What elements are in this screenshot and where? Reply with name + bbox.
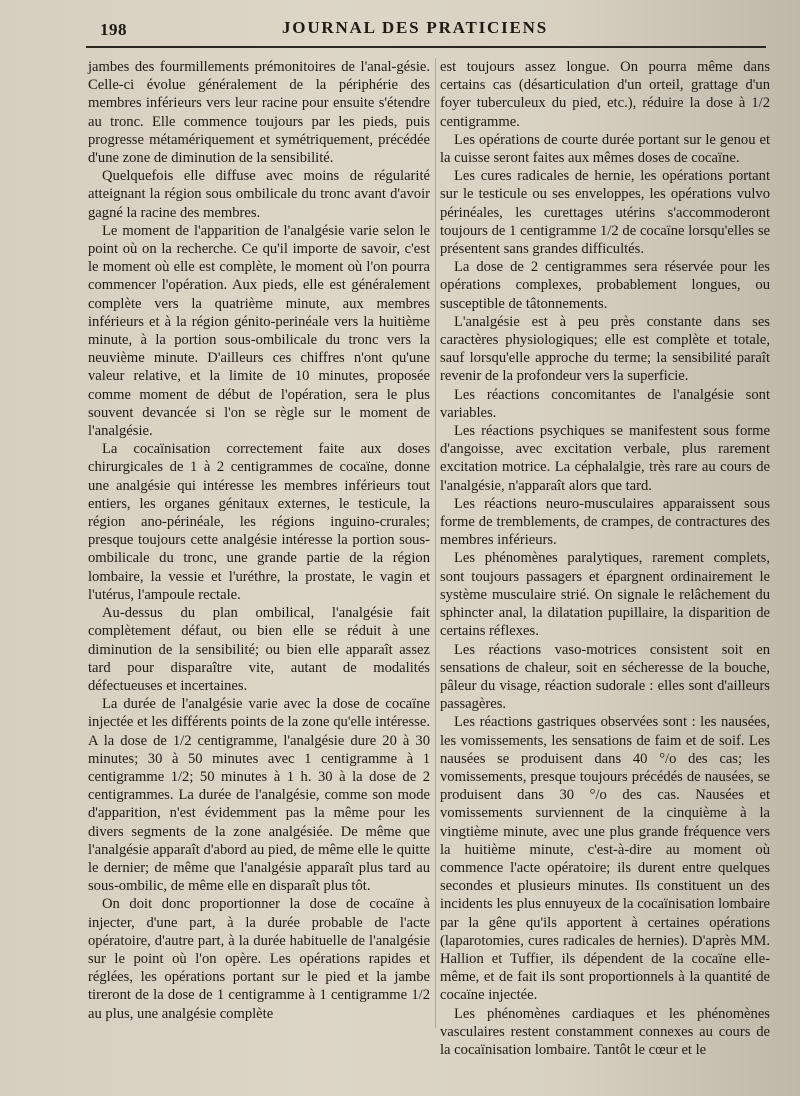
column-divider <box>435 58 436 1028</box>
paragraph: jambes des fourmillements prémonitoires de l'anal-gésie. Celle-ci évolue généralement de la périphérie des membres inférieurs vers leur racine pour ensuite s'étendre au tronc. Elle commence toujours par les pieds, puis progresse métamériquement et symétriquement, précédée d'une zone de diminution de la sensibilité. <box>88 59 430 167</box>
paragraph: Les réactions psychiques se manifestent sous forme d'angoisse, avec excitation verbale, plus rarement excitation motrice. La céphalalgie, très rare au cours de l'analgésie, n'apparaît alors que tard. <box>440 423 770 494</box>
paragraph: Les opérations de courte durée portant sur le genou et la cuisse seront faites aux mêmes doses de cocaïne. <box>440 131 770 167</box>
paragraph: Le moment de l'apparition de l'analgésie varie selon le point où on la recherche. Ce qu'il importe de savoir, c'est le moment où elle est complète, le moment où l'on pourra commencer l'opération. Aux pieds, elle est généralement complète vers la quatrième minute, aux membres inférieurs et à la région génito-perinéale vers la huitième minute, à la portion sous-ombilicale du tronc vers la neuvième minute. D'ailleurs ces chiffres n'ont qu'une valeur relative, et la limite de 10 minutes, proposée comme moment de début de l'opération, sera le plus souvent devancée si l'on se règle sur le moment de l'analgésie. <box>88 222 430 440</box>
paragraph: Les réactions vaso-motrices consistent soit en sensations de chaleur, soit en sécheresse de la bouche, pâleur du visage, réaction sudorale : elles sont d'ailleurs passagères. <box>440 641 770 713</box>
paragraph: Les cures radicales de hernie, les opérations portant sur le testicule ou ses enveloppes, les opérations vulvo périnéales, les curettages utérins s'accommoderont toujours de 1 centigramme 1/2 de cocaïne lorsqu'elles se présentent sans grandes difficultés. <box>440 168 770 258</box>
paragraph: L'analgésie est à peu près constante dans ses caractères physiologiques; elle est complète et totale, sauf lorsqu'elle approche du terme; la sensibilité paraît revenir de la profondeur vers la superficie. <box>440 313 770 385</box>
left-column <box>88 58 430 1023</box>
paragraph: Quelquefois elle diffuse avec moins de régularité atteignant la région sous ombilicale du tronc avant d'avoir gagné la racine des membres. <box>88 168 430 221</box>
paragraph: est toujours assez longue. On pourra même dans certains cas (désarticulation d'un orteil, grattage d'un foyer tuberculeux du pied, etc.), réduire la dose à 1/2 centigramme. <box>440 59 770 130</box>
paragraph: La durée de l'analgésie varie avec la dose de cocaïne injectée et les différents points de la zone qu'elle intéresse. A la dose de 1/2 centigramme, l'analgésie dure 20 à 30 minutes; 30 à 50 minutes avec 1 centigramme à 1 centigramme 1/2; 50 minutes à 1 h. 30 à la dose de 2 centigrammes. La durée de l'analgésie, comme son mode d'apparition, n'est évidemment pas la même pour les divers segments de la zone analgésiée. De même que l'analgésie apparaît d'abord au pied, de même elle le quitte le dernier; de même que l'analgésie apparaît plus tard au sous-ombilic, de même elle en disparaît plus tôt. <box>88 696 430 895</box>
paragraph: La cocaïnisation correctement faite aux doses chirurgicales de 1 à 2 centigrammes de cocaïne, donne une analgésie qui intéresse les membres inférieurs tout entiers, les organes génitaux externes, le testicule, la région ano-périnéale, les régions inguino-crurales; presque toujours cette analgésie intéresse la portion sous-ombilicale du tronc, une grande partie de la région lombaire, la vessie et l'uréthre, la prostate, le vagin et l'utérus, l'ampoule rectale. <box>88 441 430 603</box>
paragraph: Les réactions concomitantes de l'analgésie sont variables. <box>440 386 770 421</box>
paragraph: On doit donc proportionner la dose de cocaïne à injecter, d'une part, à la durée probable de l'acte opératoire, d'autre part, à la durée habituelle de l'analgésie sur le point où l'on opère. Les opérations rapides et réglées, les opérations portant sur le pied et la jambe tireront de la dose de 1 centigramme à 1 centigramme 1/2 au plus, une analgésie complète <box>88 896 430 1022</box>
header-rule <box>86 46 766 48</box>
paragraph: Les phénomènes paralytiques, rarement complets, sont toujours passagers et épargnent ordinairement le système musculaire strié. On signale le relâchement du sphincter anal, la dilatation pupillaire, la disparition de certains réflexes. <box>440 550 770 640</box>
paragraph: La dose de 2 centigrammes sera réservée pour les opérations complexes, probablement longues, ou susceptible de tâtonnements. <box>440 259 770 312</box>
running-title: JOURNAL DES PRATICIENS <box>282 18 548 37</box>
right-column <box>440 58 770 1059</box>
paragraph: Les phénomènes cardiaques et les phénomènes vasculaires restent constamment connexes au cours de la cocaïnisation lombaire. Tantôt le cœur et le <box>440 1005 770 1058</box>
paragraph: Les réactions neuro-musculaires apparaissent sous forme de tremblements, de crampes, de contractures des membres inférieurs. <box>440 495 770 549</box>
paragraph: Les réactions gastriques observées sont : les nausées, les vomissements, les sensations de faim et de soif. Les nausées se produisent dans 40 °/o des cas; les vomissements, presque toujours précédés de nausées, se produisent dans 30 °/o des cas. Nausées et vomissements surviennent de la cinquième à la vingtième minute, avec une plus grande fréquence vers la huitième minute, c'est-à-dire au moment où commence l'acte opératoire; ils durent entre quelques secondes et plusieurs minutes. Ils constituent un des incidents les plus ennuyeux de la cocaïnisation lombaire par la gêne qu'ils apportent à certaines opérations (laparotomies, cures radicales de hernies). D'après MM. Hallion et Tuffier, ils dépendent de la cocaïne elle-même, et de fait ils sont proportionnels à la quantité de cocaïne injectée. <box>440 714 770 1004</box>
page-number: 198 <box>100 20 127 39</box>
paragraph: Au-dessus du plan ombilical, l'analgésie fait complètement défaut, ou bien elle se réduit à une diminution de la sensibilité; ou bien elle apparaît assez tard pour disparaître vite, autant de modalités défectueuses et incertaines. <box>88 605 430 694</box>
page-header <box>82 14 772 42</box>
